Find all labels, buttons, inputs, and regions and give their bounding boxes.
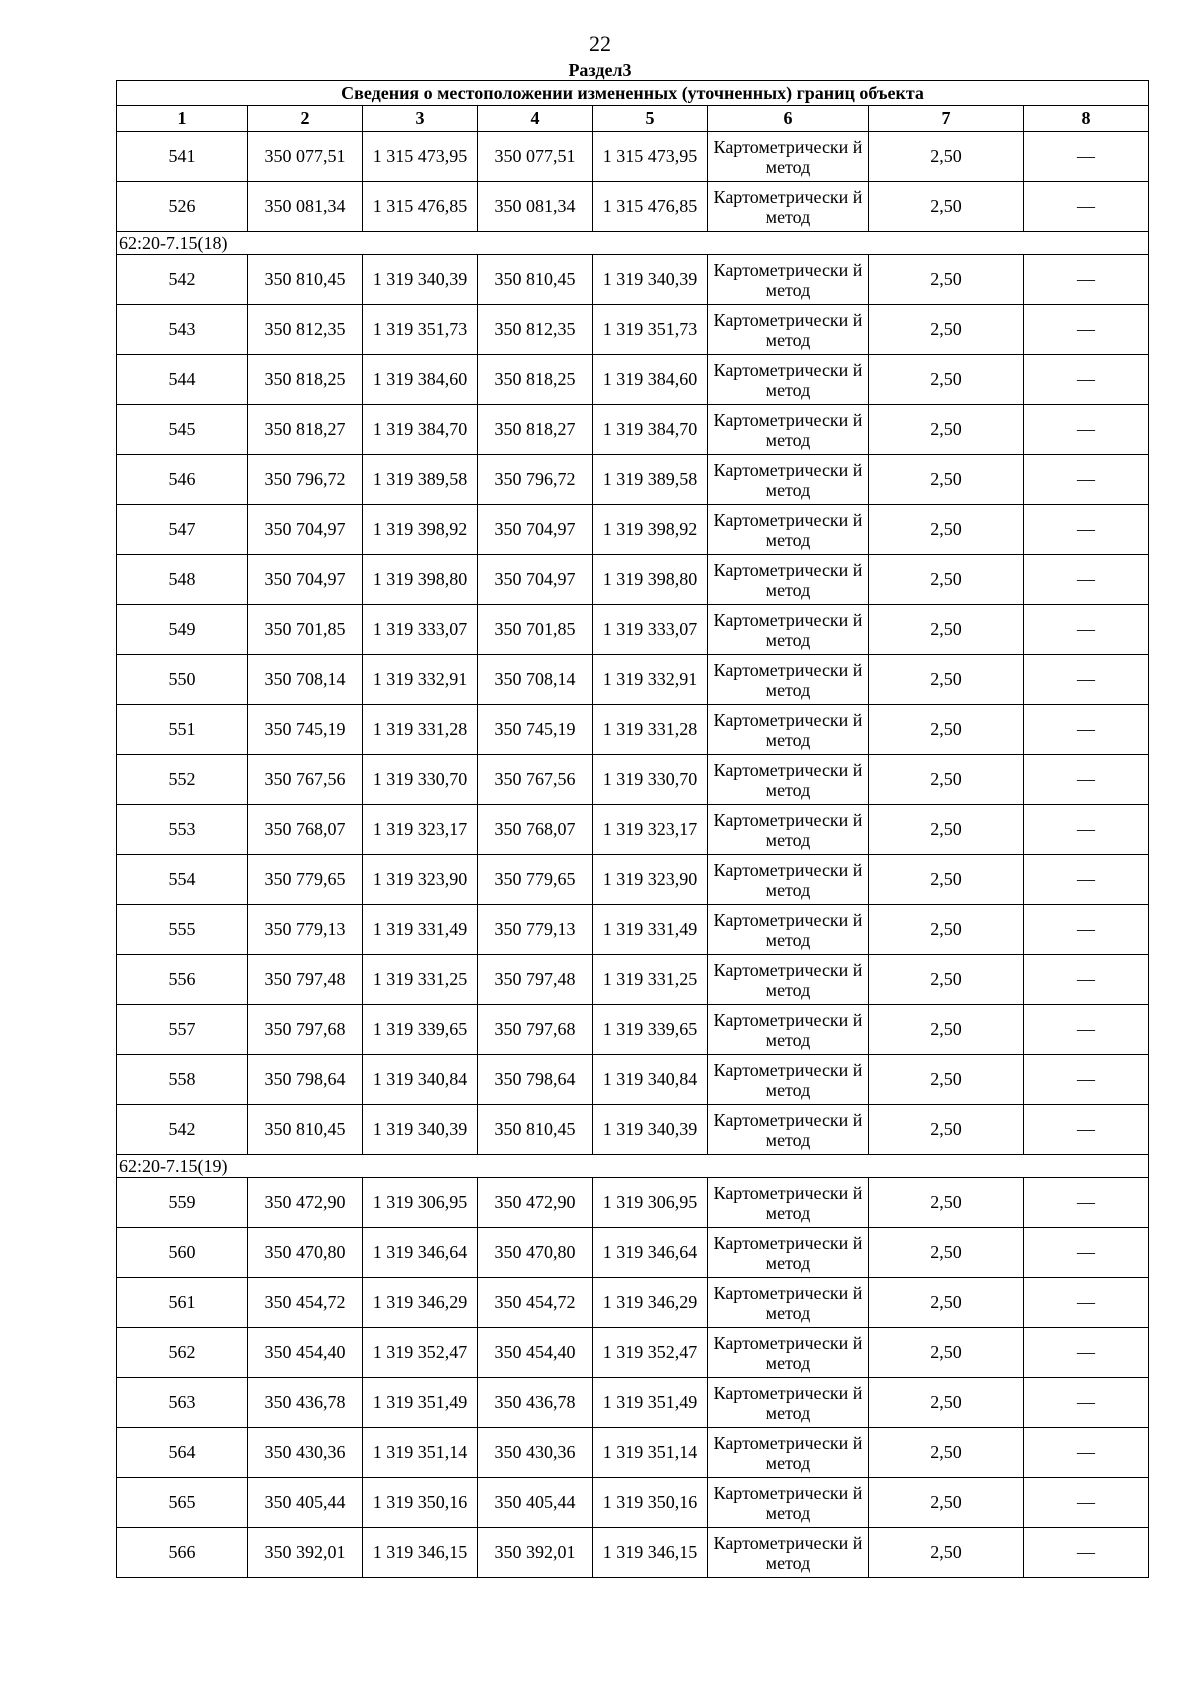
section-title: Раздел3 bbox=[568, 60, 632, 80]
y-coordinate-existing: 1 319 306,95 bbox=[363, 1178, 478, 1228]
determination-method: Картометрически й метод bbox=[708, 955, 869, 1005]
y-coordinate-existing: 1 319 398,80 bbox=[363, 555, 478, 605]
y-coordinate-new: 1 319 340,39 bbox=[593, 255, 708, 305]
y-coordinate-existing: 1 319 323,90 bbox=[363, 855, 478, 905]
determination-method: Картометрически й метод bbox=[708, 605, 869, 655]
y-coordinate-new: 1 319 331,25 bbox=[593, 955, 708, 1005]
table-row bbox=[117, 1228, 1149, 1278]
description: — bbox=[1024, 605, 1149, 655]
description: — bbox=[1024, 1105, 1149, 1155]
y-coordinate-new: 1 319 333,07 bbox=[593, 605, 708, 655]
column-number: 8 bbox=[1024, 106, 1149, 132]
accuracy: 2,50 bbox=[869, 705, 1024, 755]
determination-method: Картометрически й метод bbox=[708, 1278, 869, 1328]
y-coordinate-existing: 1 319 351,14 bbox=[363, 1428, 478, 1478]
accuracy: 2,50 bbox=[869, 1105, 1024, 1155]
point-number: 526 bbox=[117, 182, 248, 232]
y-coordinate-existing: 1 319 350,16 bbox=[363, 1478, 478, 1528]
y-coordinate-existing: 1 319 340,39 bbox=[363, 1105, 478, 1155]
x-coordinate-new: 350 081,34 bbox=[478, 182, 593, 232]
x-coordinate-new: 350 436,78 bbox=[478, 1378, 593, 1428]
y-coordinate-existing: 1 319 346,29 bbox=[363, 1278, 478, 1328]
point-number: 542 bbox=[117, 255, 248, 305]
x-coordinate-existing: 350 810,45 bbox=[248, 255, 363, 305]
description: — bbox=[1024, 1528, 1149, 1578]
description: — bbox=[1024, 1428, 1149, 1478]
x-coordinate-new: 350 454,40 bbox=[478, 1328, 593, 1378]
x-coordinate-existing: 350 798,64 bbox=[248, 1055, 363, 1105]
x-coordinate-new: 350 797,68 bbox=[478, 1005, 593, 1055]
description: — bbox=[1024, 905, 1149, 955]
determination-method: Картометрически й метод bbox=[708, 182, 869, 232]
accuracy: 2,50 bbox=[869, 605, 1024, 655]
description: — bbox=[1024, 1228, 1149, 1278]
y-coordinate-existing: 1 319 398,92 bbox=[363, 505, 478, 555]
table-row bbox=[117, 705, 1149, 755]
x-coordinate-new: 350 818,27 bbox=[478, 405, 593, 455]
description: — bbox=[1024, 705, 1149, 755]
y-coordinate-new: 1 319 339,65 bbox=[593, 1005, 708, 1055]
table-row bbox=[117, 1478, 1149, 1528]
point-number: 551 bbox=[117, 705, 248, 755]
group-label: 62:20-7.15(19) bbox=[117, 1155, 1149, 1178]
x-coordinate-new: 350 798,64 bbox=[478, 1055, 593, 1105]
x-coordinate-new: 350 810,45 bbox=[478, 255, 593, 305]
y-coordinate-existing: 1 315 473,95 bbox=[363, 132, 478, 182]
table-caption-row bbox=[117, 81, 1149, 106]
y-coordinate-new: 1 319 331,28 bbox=[593, 705, 708, 755]
point-number: 543 bbox=[117, 305, 248, 355]
point-number: 553 bbox=[117, 805, 248, 855]
determination-method: Картометрически й метод bbox=[708, 1528, 869, 1578]
accuracy: 2,50 bbox=[869, 1178, 1024, 1228]
determination-method: Картометрически й метод bbox=[708, 305, 869, 355]
determination-method: Картометрически й метод bbox=[708, 755, 869, 805]
point-number: 555 bbox=[117, 905, 248, 955]
determination-method: Картометрически й метод bbox=[708, 505, 869, 555]
page-number: 22 bbox=[589, 31, 611, 56]
x-coordinate-new: 350 470,80 bbox=[478, 1228, 593, 1278]
table-row bbox=[117, 305, 1149, 355]
accuracy: 2,50 bbox=[869, 855, 1024, 905]
y-coordinate-existing: 1 315 476,85 bbox=[363, 182, 478, 232]
y-coordinate-existing: 1 319 330,70 bbox=[363, 755, 478, 805]
y-coordinate-new: 1 319 340,84 bbox=[593, 1055, 708, 1105]
point-number: 557 bbox=[117, 1005, 248, 1055]
x-coordinate-new: 350 768,07 bbox=[478, 805, 593, 855]
accuracy: 2,50 bbox=[869, 955, 1024, 1005]
table-row bbox=[117, 1328, 1149, 1378]
accuracy: 2,50 bbox=[869, 355, 1024, 405]
y-coordinate-existing: 1 319 333,07 bbox=[363, 605, 478, 655]
y-coordinate-new: 1 319 306,95 bbox=[593, 1178, 708, 1228]
y-coordinate-new: 1 319 389,58 bbox=[593, 455, 708, 505]
point-number: 542 bbox=[117, 1105, 248, 1155]
x-coordinate-existing: 350 797,48 bbox=[248, 955, 363, 1005]
y-coordinate-new: 1 319 351,14 bbox=[593, 1428, 708, 1478]
table-row bbox=[117, 1005, 1149, 1055]
y-coordinate-new: 1 315 476,85 bbox=[593, 182, 708, 232]
y-coordinate-existing: 1 319 340,39 bbox=[363, 255, 478, 305]
determination-method: Картометрически й метод bbox=[708, 1055, 869, 1105]
table-row bbox=[117, 455, 1149, 505]
y-coordinate-existing: 1 319 384,70 bbox=[363, 405, 478, 455]
table-row bbox=[117, 855, 1149, 905]
determination-method: Картометрически й метод bbox=[708, 1178, 869, 1228]
column-number: 6 bbox=[708, 106, 869, 132]
determination-method: Картометрически й метод bbox=[708, 905, 869, 955]
accuracy: 2,50 bbox=[869, 182, 1024, 232]
y-coordinate-existing: 1 319 346,15 bbox=[363, 1528, 478, 1578]
accuracy: 2,50 bbox=[869, 755, 1024, 805]
point-number: 559 bbox=[117, 1178, 248, 1228]
y-coordinate-existing: 1 319 340,84 bbox=[363, 1055, 478, 1105]
x-coordinate-existing: 350 779,13 bbox=[248, 905, 363, 955]
y-coordinate-new: 1 319 384,70 bbox=[593, 405, 708, 455]
point-number: 554 bbox=[117, 855, 248, 905]
point-number: 549 bbox=[117, 605, 248, 655]
accuracy: 2,50 bbox=[869, 1278, 1024, 1328]
y-coordinate-existing: 1 319 351,73 bbox=[363, 305, 478, 355]
description: — bbox=[1024, 305, 1149, 355]
y-coordinate-existing: 1 319 346,64 bbox=[363, 1228, 478, 1278]
y-coordinate-new: 1 319 340,39 bbox=[593, 1105, 708, 1155]
x-coordinate-new: 350 708,14 bbox=[478, 655, 593, 705]
determination-method: Картометрически й метод bbox=[708, 855, 869, 905]
column-number: 3 bbox=[363, 106, 478, 132]
table-row bbox=[117, 182, 1149, 232]
table-row bbox=[117, 555, 1149, 605]
point-number: 546 bbox=[117, 455, 248, 505]
determination-method: Картометрически й метод bbox=[708, 132, 869, 182]
table-row bbox=[117, 805, 1149, 855]
y-coordinate-existing: 1 319 331,49 bbox=[363, 905, 478, 955]
description: — bbox=[1024, 1178, 1149, 1228]
determination-method: Картометрически й метод bbox=[708, 655, 869, 705]
point-number: 541 bbox=[117, 132, 248, 182]
x-coordinate-existing: 350 405,44 bbox=[248, 1478, 363, 1528]
y-coordinate-new: 1 319 346,64 bbox=[593, 1228, 708, 1278]
y-coordinate-new: 1 319 331,49 bbox=[593, 905, 708, 955]
description: — bbox=[1024, 355, 1149, 405]
x-coordinate-existing: 350 818,25 bbox=[248, 355, 363, 405]
column-number: 2 bbox=[248, 106, 363, 132]
table-row bbox=[117, 955, 1149, 1005]
x-coordinate-existing: 350 779,65 bbox=[248, 855, 363, 905]
x-coordinate-existing: 350 436,78 bbox=[248, 1378, 363, 1428]
point-number: 548 bbox=[117, 555, 248, 605]
group-row bbox=[117, 232, 1149, 255]
point-number: 560 bbox=[117, 1228, 248, 1278]
x-coordinate-new: 350 779,65 bbox=[478, 855, 593, 905]
table-row bbox=[117, 1105, 1149, 1155]
x-coordinate-existing: 350 745,19 bbox=[248, 705, 363, 755]
accuracy: 2,50 bbox=[869, 1428, 1024, 1478]
table-row bbox=[117, 1378, 1149, 1428]
description: — bbox=[1024, 505, 1149, 555]
column-number: 5 bbox=[593, 106, 708, 132]
table-row bbox=[117, 1278, 1149, 1328]
x-coordinate-new: 350 767,56 bbox=[478, 755, 593, 805]
point-number: 547 bbox=[117, 505, 248, 555]
determination-method: Картометрически й метод bbox=[708, 1105, 869, 1155]
point-number: 565 bbox=[117, 1478, 248, 1528]
x-coordinate-new: 350 812,35 bbox=[478, 305, 593, 355]
description: — bbox=[1024, 1005, 1149, 1055]
accuracy: 2,50 bbox=[869, 1328, 1024, 1378]
description: — bbox=[1024, 405, 1149, 455]
x-coordinate-existing: 350 708,14 bbox=[248, 655, 363, 705]
coordinates-table bbox=[116, 80, 1149, 1578]
x-coordinate-new: 350 818,25 bbox=[478, 355, 593, 405]
x-coordinate-existing: 350 392,01 bbox=[248, 1528, 363, 1578]
accuracy: 2,50 bbox=[869, 805, 1024, 855]
x-coordinate-existing: 350 812,35 bbox=[248, 305, 363, 355]
determination-method: Картометрически й метод bbox=[708, 1478, 869, 1528]
table-row bbox=[117, 505, 1149, 555]
x-coordinate-new: 350 405,44 bbox=[478, 1478, 593, 1528]
accuracy: 2,50 bbox=[869, 555, 1024, 605]
table-row bbox=[117, 655, 1149, 705]
table-row bbox=[117, 132, 1149, 182]
y-coordinate-new: 1 319 330,70 bbox=[593, 755, 708, 805]
determination-method: Картометрически й метод bbox=[708, 1378, 869, 1428]
x-coordinate-existing: 350 810,45 bbox=[248, 1105, 363, 1155]
x-coordinate-new: 350 430,36 bbox=[478, 1428, 593, 1478]
x-coordinate-existing: 350 454,40 bbox=[248, 1328, 363, 1378]
accuracy: 2,50 bbox=[869, 455, 1024, 505]
determination-method: Картометрически й метод bbox=[708, 1005, 869, 1055]
table-row bbox=[117, 1055, 1149, 1105]
x-coordinate-existing: 350 430,36 bbox=[248, 1428, 363, 1478]
x-coordinate-existing: 350 796,72 bbox=[248, 455, 363, 505]
column-number: 4 bbox=[478, 106, 593, 132]
determination-method: Картометрически й метод bbox=[708, 455, 869, 505]
x-coordinate-new: 350 810,45 bbox=[478, 1105, 593, 1155]
y-coordinate-new: 1 319 323,17 bbox=[593, 805, 708, 855]
x-coordinate-new: 350 704,97 bbox=[478, 555, 593, 605]
determination-method: Картометрически й метод bbox=[708, 355, 869, 405]
column-number: 1 bbox=[117, 106, 248, 132]
table-row bbox=[117, 755, 1149, 805]
x-coordinate-existing: 350 081,34 bbox=[248, 182, 363, 232]
point-number: 563 bbox=[117, 1378, 248, 1428]
x-coordinate-new: 350 454,72 bbox=[478, 1278, 593, 1328]
table-row bbox=[117, 405, 1149, 455]
x-coordinate-existing: 350 797,68 bbox=[248, 1005, 363, 1055]
y-coordinate-new: 1 319 351,73 bbox=[593, 305, 708, 355]
point-number: 545 bbox=[117, 405, 248, 455]
determination-method: Картометрически й метод bbox=[708, 705, 869, 755]
y-coordinate-new: 1 319 398,80 bbox=[593, 555, 708, 605]
accuracy: 2,50 bbox=[869, 132, 1024, 182]
y-coordinate-new: 1 319 351,49 bbox=[593, 1378, 708, 1428]
group-row bbox=[117, 1155, 1149, 1178]
description: — bbox=[1024, 855, 1149, 905]
description: — bbox=[1024, 182, 1149, 232]
x-coordinate-existing: 350 077,51 bbox=[248, 132, 363, 182]
determination-method: Картометрически й метод bbox=[708, 805, 869, 855]
accuracy: 2,50 bbox=[869, 905, 1024, 955]
point-number: 550 bbox=[117, 655, 248, 705]
accuracy: 2,50 bbox=[869, 655, 1024, 705]
table-body bbox=[117, 81, 1149, 1578]
x-coordinate-existing: 350 818,27 bbox=[248, 405, 363, 455]
accuracy: 2,50 bbox=[869, 1378, 1024, 1428]
x-coordinate-new: 350 745,19 bbox=[478, 705, 593, 755]
x-coordinate-existing: 350 768,07 bbox=[248, 805, 363, 855]
x-coordinate-new: 350 796,72 bbox=[478, 455, 593, 505]
description: — bbox=[1024, 255, 1149, 305]
x-coordinate-new: 350 472,90 bbox=[478, 1178, 593, 1228]
point-number: 566 bbox=[117, 1528, 248, 1578]
point-number: 561 bbox=[117, 1278, 248, 1328]
x-coordinate-new: 350 701,85 bbox=[478, 605, 593, 655]
accuracy: 2,50 bbox=[869, 1055, 1024, 1105]
y-coordinate-existing: 1 319 384,60 bbox=[363, 355, 478, 405]
y-coordinate-new: 1 319 384,60 bbox=[593, 355, 708, 405]
point-number: 562 bbox=[117, 1328, 248, 1378]
column-number-row bbox=[117, 106, 1149, 132]
table-row bbox=[117, 355, 1149, 405]
table-row bbox=[117, 605, 1149, 655]
x-coordinate-existing: 350 767,56 bbox=[248, 755, 363, 805]
y-coordinate-new: 1 319 346,29 bbox=[593, 1278, 708, 1328]
y-coordinate-existing: 1 319 331,28 bbox=[363, 705, 478, 755]
x-coordinate-existing: 350 704,97 bbox=[248, 555, 363, 605]
y-coordinate-existing: 1 319 332,91 bbox=[363, 655, 478, 705]
determination-method: Картометрически й метод bbox=[708, 1328, 869, 1378]
accuracy: 2,50 bbox=[869, 255, 1024, 305]
accuracy: 2,50 bbox=[869, 505, 1024, 555]
y-coordinate-new: 1 319 346,15 bbox=[593, 1528, 708, 1578]
table-row bbox=[117, 905, 1149, 955]
group-label: 62:20-7.15(18) bbox=[117, 232, 1149, 255]
y-coordinate-existing: 1 319 323,17 bbox=[363, 805, 478, 855]
x-coordinate-new: 350 704,97 bbox=[478, 505, 593, 555]
table-row bbox=[117, 1528, 1149, 1578]
description: — bbox=[1024, 555, 1149, 605]
y-coordinate-new: 1 319 332,91 bbox=[593, 655, 708, 705]
point-number: 564 bbox=[117, 1428, 248, 1478]
point-number: 556 bbox=[117, 955, 248, 1005]
description: — bbox=[1024, 1278, 1149, 1328]
description: — bbox=[1024, 655, 1149, 705]
description: — bbox=[1024, 132, 1149, 182]
table-row bbox=[117, 1178, 1149, 1228]
description: — bbox=[1024, 805, 1149, 855]
point-number: 552 bbox=[117, 755, 248, 805]
accuracy: 2,50 bbox=[869, 1005, 1024, 1055]
x-coordinate-new: 350 392,01 bbox=[478, 1528, 593, 1578]
x-coordinate-existing: 350 701,85 bbox=[248, 605, 363, 655]
description: — bbox=[1024, 755, 1149, 805]
y-coordinate-existing: 1 319 339,65 bbox=[363, 1005, 478, 1055]
x-coordinate-existing: 350 472,90 bbox=[248, 1178, 363, 1228]
y-coordinate-new: 1 315 473,95 bbox=[593, 132, 708, 182]
y-coordinate-new: 1 319 323,90 bbox=[593, 855, 708, 905]
description: — bbox=[1024, 1055, 1149, 1105]
y-coordinate-new: 1 319 398,92 bbox=[593, 505, 708, 555]
description: — bbox=[1024, 955, 1149, 1005]
description: — bbox=[1024, 455, 1149, 505]
x-coordinate-new: 350 077,51 bbox=[478, 132, 593, 182]
x-coordinate-existing: 350 470,80 bbox=[248, 1228, 363, 1278]
y-coordinate-existing: 1 319 351,49 bbox=[363, 1378, 478, 1428]
accuracy: 2,50 bbox=[869, 305, 1024, 355]
y-coordinate-existing: 1 319 352,47 bbox=[363, 1328, 478, 1378]
determination-method: Картометрически й метод bbox=[708, 1428, 869, 1478]
y-coordinate-new: 1 319 352,47 bbox=[593, 1328, 708, 1378]
y-coordinate-new: 1 319 350,16 bbox=[593, 1478, 708, 1528]
table-row bbox=[117, 255, 1149, 305]
accuracy: 2,50 bbox=[869, 405, 1024, 455]
table-row bbox=[117, 1428, 1149, 1478]
description: — bbox=[1024, 1378, 1149, 1428]
description: — bbox=[1024, 1478, 1149, 1528]
x-coordinate-existing: 350 704,97 bbox=[248, 505, 363, 555]
point-number: 544 bbox=[117, 355, 248, 405]
column-number: 7 bbox=[869, 106, 1024, 132]
determination-method: Картометрически й метод bbox=[708, 255, 869, 305]
determination-method: Картометрически й метод bbox=[708, 405, 869, 455]
y-coordinate-existing: 1 319 331,25 bbox=[363, 955, 478, 1005]
description: — bbox=[1024, 1328, 1149, 1378]
y-coordinate-existing: 1 319 389,58 bbox=[363, 455, 478, 505]
determination-method: Картометрически й метод bbox=[708, 555, 869, 605]
accuracy: 2,50 bbox=[869, 1228, 1024, 1278]
x-coordinate-new: 350 797,48 bbox=[478, 955, 593, 1005]
accuracy: 2,50 bbox=[869, 1478, 1024, 1528]
determination-method: Картометрически й метод bbox=[708, 1228, 869, 1278]
x-coordinate-new: 350 779,13 bbox=[478, 905, 593, 955]
accuracy: 2,50 bbox=[869, 1528, 1024, 1578]
table-caption: Сведения о местоположении измененных (уточненных) границ объекта bbox=[117, 81, 1149, 106]
x-coordinate-existing: 350 454,72 bbox=[248, 1278, 363, 1328]
point-number: 558 bbox=[117, 1055, 248, 1105]
